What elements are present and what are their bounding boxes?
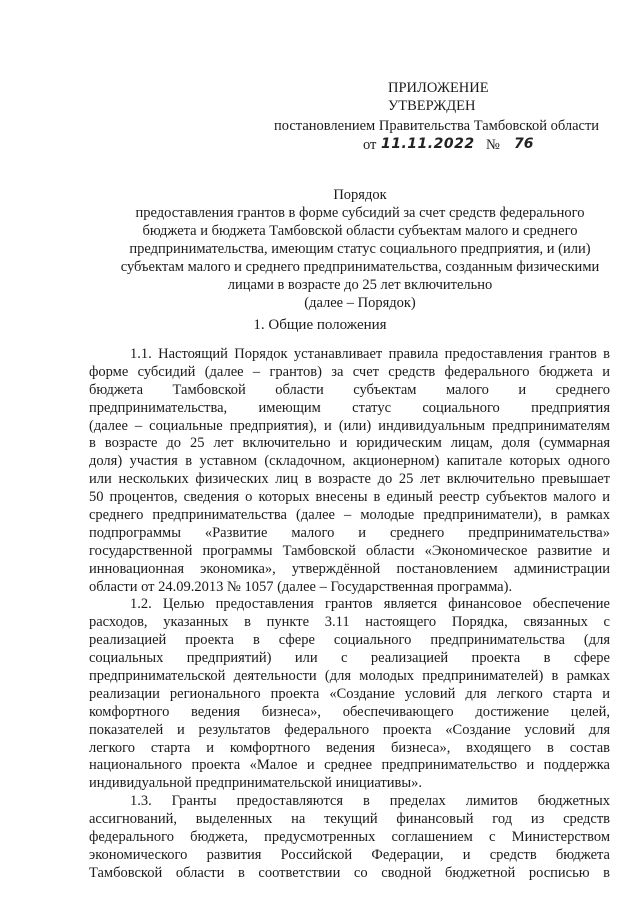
- body-line: предпринимательской деятельности (для молодых предпринимателей) в рамках: [89, 668, 610, 685]
- date-prefix: от: [363, 137, 377, 153]
- body-line: расходов, указанных в пункте 3.11 настоящего Порядка, связанных с: [89, 614, 610, 631]
- handwritten-number: 76: [514, 136, 534, 152]
- body-line: среднего предпринимательства (далее – молодые предприниматели), в рамках: [89, 507, 610, 524]
- title-line: бюджета и бюджета Тамбовской области субъектам малого и среднего: [142, 223, 578, 239]
- handwritten-date: 11.11.2022: [381, 136, 475, 152]
- body-line: области от 24.09.2013 № 1057 (далее – Государственная программа).: [89, 578, 513, 595]
- body-line: 1.1. Настоящий Порядок устанавливает правила предоставления грантов в: [130, 346, 610, 362]
- body-line: федерального бюджета, предусмотренных соглашением с Министерством: [89, 829, 610, 846]
- body-line: 1.2. Целью предоставления грантов является финансовое обеспечение: [130, 596, 610, 613]
- body-line: реализации регионального проекта «Создание условий для легкого старта и: [89, 685, 610, 702]
- body-line: бюджета Тамбовской области субъектам малого и среднего: [89, 381, 610, 398]
- body-line: национального проекта «Малое и среднее предпринимательство и поддержка: [89, 757, 610, 774]
- number-label: №: [486, 137, 500, 153]
- body-line: индивидуальной предпринимательской инициативы».: [89, 775, 422, 792]
- title-line: предпринимательства, имеющим статус социального предприятия, и (или): [129, 241, 591, 257]
- body-line: показателей и результатов федерального проекта «Создание условий для: [89, 721, 610, 738]
- body-line: легкого старта и комфортного ведения бизнеса», входящего в состав: [89, 739, 610, 756]
- body-line: 1.3. Гранты предоставляются в пределах лимитов бюджетных: [130, 793, 610, 810]
- resolution-label: постановлением Правительства Тамбовской области: [274, 118, 600, 134]
- title-line: лицами в возрасте до 25 лет включительно: [227, 277, 493, 293]
- body-line: доля) участия в уставном (складочном, акционерном) капитале которых одного: [89, 453, 610, 470]
- body-line: социальных предприятий) или с реализацией проекта в сфере: [89, 650, 610, 667]
- body-line: или нескольких физических лиц в возрасте до 25 лет включительно превышает: [89, 471, 610, 488]
- body-line: предпринимательства, имеющим статус социального предприятия: [89, 399, 610, 416]
- body-line: реализацией проекта в сфере социального предпринимательства (для: [89, 632, 610, 649]
- body-line: инновационная экономика», утверждённой постановлением администрации: [89, 560, 610, 577]
- body-line: в возрасте до 25 лет включительно и юридическим лицам, доля (суммарная: [89, 435, 610, 452]
- appendix-label: ПРИЛОЖЕНИЕ: [388, 80, 489, 96]
- body-line: экономического развития Российской Федерации, и средств бюджета: [89, 846, 610, 863]
- title-line: (далее – Порядок): [304, 295, 416, 311]
- section-heading: 1. Общие положения: [253, 317, 387, 333]
- body-line: подпрограммы «Развитие малого и среднего предпринимательства»: [89, 524, 610, 541]
- body-line: государственной программы Тамбовской области «Экономическое развитие и: [89, 542, 610, 559]
- document-title: [80, 186, 640, 312]
- body-line: комфортного ведения бизнеса», обеспечивающего достижение целей,: [89, 703, 610, 720]
- body-line: 50 процентов, сведения о которых внесены в единый реестр субъектов малого и: [89, 489, 610, 506]
- title-line: субъектам малого и среднего предпринимательства, созданным физическими: [120, 259, 600, 275]
- body-line: (далее – социальные предприятия), и (или) индивидуальным предпринимателям: [89, 417, 610, 434]
- title-line: Порядок: [333, 187, 387, 203]
- title-line: предоставления грантов в форме субсидий за счет средств федерального: [135, 205, 585, 221]
- body-line: Тамбовской области в соответствии со сводной бюджетной росписью в: [89, 864, 610, 881]
- approved-label: УТВЕРЖДЕН: [388, 98, 476, 114]
- body-line: форме субсидий (далее – грантов) за счет средств федерального бюджета и: [89, 363, 610, 380]
- body-text: [89, 346, 610, 883]
- body-line: ассигнований, выделенных на текущий финансовый год из средств: [89, 811, 610, 828]
